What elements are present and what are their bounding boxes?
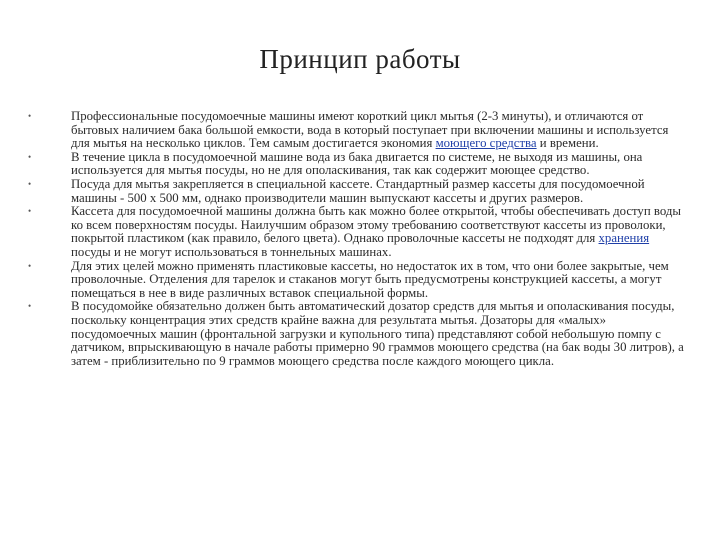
storage-link[interactable]: хранения (598, 231, 650, 246)
bullet-icon: • (28, 111, 32, 121)
bullet-list (28, 110, 688, 368)
list-item-text: В посудомойке обязательно должен быть автоматический дозатор средств для мытья и ополаскивания посуды, поскольку концентрация этих средств крайне важна для результата мытья. Дозаторы для «малых» посудомоечных машин (фронтальной загрузки и купольного типа) представляют собой небольшую помпу с датчиком, впрыскивающую в начале работы примерно 90 граммов моющего средства (на бак воды 30 литров), а затем - приблизительно по 9 граммов моющего средства после каждого моющего цикла. (71, 299, 684, 368)
list-item (28, 205, 688, 259)
list-item (28, 178, 688, 205)
list-item-text: Профессиональные посудомоечные машины имеют короткий цикл мытья (2-3 минуты), и отличаются от бытовых наличием бака большой емкости, вода в который поступает при включении машины и используется для мытья на несколько циклов. Тем самым достигается экономия (71, 109, 669, 151)
list-item (28, 110, 688, 151)
list-item-text: Для этих целей можно применять пластиковые кассеты, но недостаток их в том, что они более закрытые, чем проволочные. Отделения для тарелок и стаканов могут быть предусмотрены конструкцией кассеты, а могут помещаться в нее в виде различных вставок специальной формы. (71, 258, 669, 300)
bullet-icon: • (28, 260, 32, 271)
list-item-text: В течение цикла в посудомоечной машине вода из бака двигается по системе, не выходя из машины, она используется для мытья посуды, но не для ополаскивания, так как содержит моющее средство. (71, 149, 643, 178)
list-item-text: Посуда для мытья закрепляется в специальной кассете. Стандартный размер кассеты для посудомоечной машины - 500 х 500 мм, однако производители машин выпускают кассеты и других размеров. (71, 176, 645, 205)
bullet-icon: • (28, 178, 32, 189)
slide-title: Принцип работы (259, 44, 461, 74)
bullet-icon: • (28, 301, 32, 312)
list-item-text: и времени. (536, 136, 599, 151)
list-item (28, 151, 688, 178)
bullet-icon: • (28, 151, 32, 162)
list-item-text: Кассета для посудомоечной машины должна быть как можно более открытой, чтобы обеспечивать доступ воды ко всем поверхностям посуды. Наилучшим образом этому требованию соответствуют кассеты из проволоки, покрытой пластиком (как правило, белого цвета). Однако проволочные кассеты не подходят для (71, 204, 681, 246)
detergent-link[interactable]: моющего средства (435, 136, 537, 151)
list-item-text: посуды и не могут использоваться в тоннельных машинах. (71, 244, 392, 259)
list-item (28, 260, 688, 301)
list-item (28, 300, 688, 368)
bullet-icon: • (28, 206, 32, 217)
